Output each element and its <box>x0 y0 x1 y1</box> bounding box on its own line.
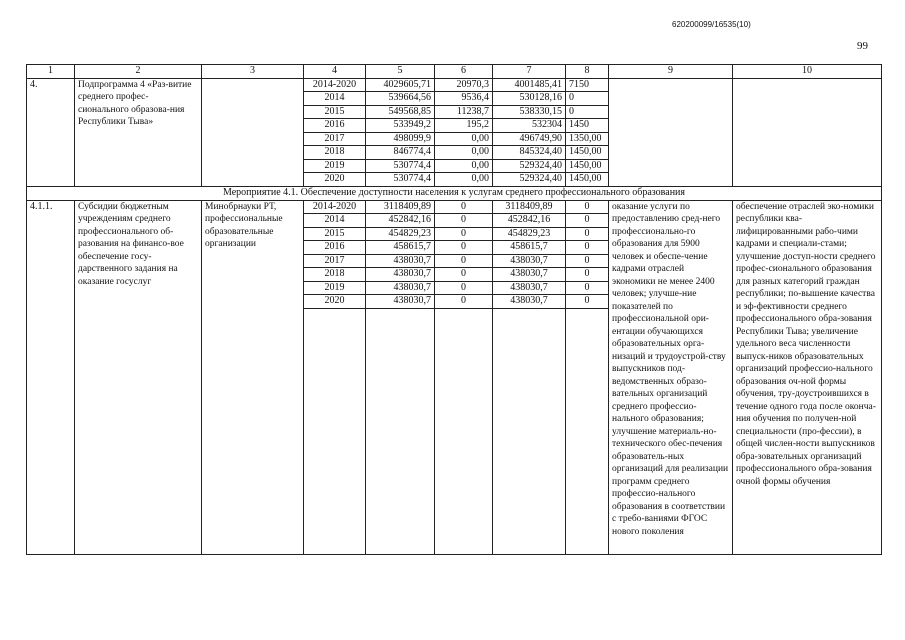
header-cell: 3 <box>202 65 304 79</box>
year-cell: 2016 <box>304 241 366 255</box>
document-id: 620200099/16535(10) <box>672 20 751 29</box>
item-section <box>27 200 882 554</box>
program-executor <box>202 78 304 186</box>
total-cell: 530774,4 <box>366 159 435 173</box>
federal-cell: 0 <box>435 227 493 241</box>
federal-cell: 0,00 <box>435 132 493 146</box>
federal-cell: 0,00 <box>435 173 493 187</box>
other-cell: 0 <box>566 254 609 268</box>
federal-cell: 0 <box>435 295 493 309</box>
regional-cell: 438030,7 <box>493 268 566 282</box>
header-cell: 5 <box>366 65 435 79</box>
regional-cell: 4001485,41 <box>493 78 566 92</box>
regional-cell: 529324,40 <box>493 173 566 187</box>
other-cell: 1450 <box>566 119 609 133</box>
program-col9 <box>609 78 733 186</box>
item-number: 4.1.1. <box>27 200 75 554</box>
regional-cell: 438030,7 <box>493 254 566 268</box>
filler-cell <box>493 308 566 554</box>
total-cell: 498099,9 <box>366 132 435 146</box>
regional-cell: 3118409,89 <box>493 200 566 214</box>
header-cell: 9 <box>609 65 733 79</box>
year-cell: 2015 <box>304 227 366 241</box>
total-cell: 539664,56 <box>366 92 435 106</box>
program-number: 4. <box>27 78 75 186</box>
program-name: Подпрограмма 4 «Раз-витие среднего профес-сионального образова-ния Республики Тыва» <box>75 78 202 186</box>
other-cell: 0 <box>566 92 609 106</box>
year-cell: 2019 <box>304 281 366 295</box>
filler-cell <box>566 308 609 554</box>
total-cell: 438030,7 <box>366 254 435 268</box>
activity-title: Мероприятие 4.1. Обеспечение доступности населения к услугам среднего профессионального образования <box>27 186 882 200</box>
header-cell: 7 <box>493 65 566 79</box>
header-cell: 10 <box>733 65 882 79</box>
other-cell: 0 <box>566 281 609 295</box>
federal-cell: 0 <box>435 200 493 214</box>
federal-cell: 0 <box>435 241 493 255</box>
other-cell: 0 <box>566 105 609 119</box>
header-row <box>27 65 882 79</box>
other-cell: 1450,00 <box>566 146 609 160</box>
federal-cell: 0 <box>435 254 493 268</box>
year-cell: 2017 <box>304 132 366 146</box>
other-cell: 1450,00 <box>566 173 609 187</box>
total-cell: 454829,23 <box>366 227 435 241</box>
federal-cell: 0 <box>435 281 493 295</box>
federal-cell: 0,00 <box>435 159 493 173</box>
total-cell: 438030,7 <box>366 268 435 282</box>
item-row <box>27 200 882 214</box>
program-col10 <box>733 78 882 186</box>
other-cell: 7150 <box>566 78 609 92</box>
item-expected-result: оказание услуги по предоставлению сред-него профессионально-го образования для 5900 человек и обеспе-чение кадрами отраслей экономики не менее 2400 человек; улучше-ние показателей по профессиональной ори-ентации обучающихся образовательных орга-низаций и трудоустрой-ству выпускников под-ведомственных образо-вательных организаций среднего профессио-нального образования; улучшение материаль-но-технического обес-печения образователь-ных организаций для реализации программ среднего профессио-нального образования в соответствии с требо-ваниями ФГОС нового поколения <box>609 200 733 554</box>
filler-cell <box>435 308 493 554</box>
header-cell: 1 <box>27 65 75 79</box>
regional-cell: 454829,23 <box>493 227 566 241</box>
year-cell: 2018 <box>304 146 366 160</box>
filler-cell <box>304 308 366 554</box>
year-cell: 2014-2020 <box>304 78 366 92</box>
page-number: 99 <box>857 40 868 52</box>
federal-cell: 195,2 <box>435 119 493 133</box>
header-cell: 8 <box>566 65 609 79</box>
federal-cell: 0 <box>435 214 493 228</box>
header-cell: 4 <box>304 65 366 79</box>
year-cell: 2019 <box>304 159 366 173</box>
regional-cell: 458615,7 <box>493 241 566 255</box>
total-cell: 452842,16 <box>366 214 435 228</box>
total-cell: 458615,7 <box>366 241 435 255</box>
federal-cell: 11238,7 <box>435 105 493 119</box>
year-cell: 2014-2020 <box>304 200 366 214</box>
total-cell: 438030,7 <box>366 295 435 309</box>
federal-cell: 0,00 <box>435 146 493 160</box>
total-cell: 549568,85 <box>366 105 435 119</box>
other-cell: 0 <box>566 214 609 228</box>
year-cell: 2020 <box>304 295 366 309</box>
total-cell: 533949,2 <box>366 119 435 133</box>
year-cell: 2016 <box>304 119 366 133</box>
total-cell: 3118409,89 <box>366 200 435 214</box>
header-cell: 2 <box>75 65 202 79</box>
year-cell: 2018 <box>304 268 366 282</box>
other-cell: 0 <box>566 268 609 282</box>
program-section <box>27 78 882 186</box>
item-name: Субсидии бюджетным учреждениям среднего профессионального об-разования на финансо-вое обеспечение госу-дарственного задания на оказание госуслуг <box>75 200 202 554</box>
regional-cell: 452842,16 <box>493 214 566 228</box>
other-cell: 0 <box>566 227 609 241</box>
total-cell: 438030,7 <box>366 281 435 295</box>
total-cell: 530774,4 <box>366 173 435 187</box>
regional-cell: 530128,16 <box>493 92 566 106</box>
activity-row <box>27 186 882 200</box>
program-row <box>27 78 882 92</box>
regional-cell: 532304 <box>493 119 566 133</box>
federal-cell: 20970,3 <box>435 78 493 92</box>
federal-cell: 0 <box>435 268 493 282</box>
other-cell: 0 <box>566 200 609 214</box>
other-cell: 1350,00 <box>566 132 609 146</box>
regional-cell: 529324,40 <box>493 159 566 173</box>
year-cell: 2017 <box>304 254 366 268</box>
other-cell: 1450,00 <box>566 159 609 173</box>
total-cell: 4029605,71 <box>366 78 435 92</box>
regional-cell: 538330,15 <box>493 105 566 119</box>
other-cell: 0 <box>566 295 609 309</box>
regional-cell: 438030,7 <box>493 281 566 295</box>
item-executor: Минобрнауки РТ, профессиональные образовательные организации <box>202 200 304 554</box>
regional-cell: 845324,40 <box>493 146 566 160</box>
year-cell: 2014 <box>304 92 366 106</box>
regional-cell: 438030,7 <box>493 295 566 309</box>
total-cell: 846774,4 <box>366 146 435 160</box>
federal-cell: 9536,4 <box>435 92 493 106</box>
regional-cell: 496749,90 <box>493 132 566 146</box>
item-indicators: обеспечение отраслей эко-номики республики ква-лифицированными рабо-чими кадрами и специали-стами; улучшение доступ-ности среднего профес-сионального образования для разных категорий граждан республики; по-вышение качества и эф-фективности среднего профессионального обра-зования Республики Тыва; увеличение удельного веса численности выпуск-ников образовательных организаций профессио-нального образования оч-ной формы обучения, тру-доустроившихся в течение одного года после оконча-ния обучения по получен-ной специальности (про-фессии), в общей числен-ности выпускников обра-зовательных организаций профессионального обра-зования очной формы обучения <box>733 200 882 554</box>
budget-table <box>26 64 882 555</box>
year-cell: 2014 <box>304 214 366 228</box>
year-cell: 2020 <box>304 173 366 187</box>
other-cell: 0 <box>566 241 609 255</box>
year-cell: 2015 <box>304 105 366 119</box>
header-cell: 6 <box>435 65 493 79</box>
filler-cell <box>366 308 435 554</box>
